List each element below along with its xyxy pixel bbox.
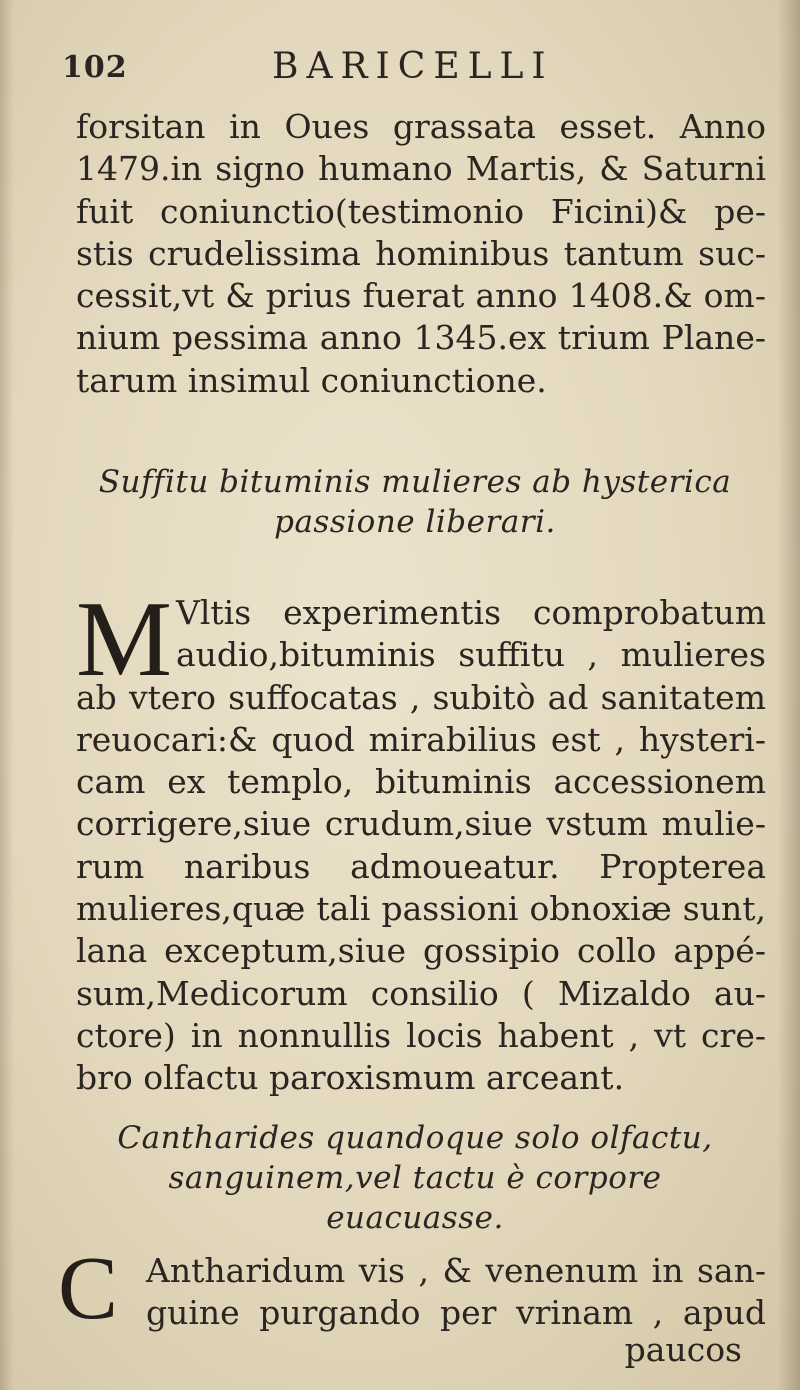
text-line: sum,Medicorum consilio ( Mizaldo au- bbox=[76, 973, 766, 1013]
section-heading-bitumen bbox=[70, 462, 760, 542]
text-line: nium pessima anno 1345.ex trium Plane- bbox=[76, 318, 766, 358]
text-line: forsitan in Oues grassata esset. Anno bbox=[76, 107, 766, 146]
heading-line: Cantharides quandoque solo olfactu, bbox=[117, 1120, 713, 1156]
text-line: reuocari:& quod mirabilius est , hysteri- bbox=[76, 719, 766, 759]
heading-line: euacuasse. bbox=[326, 1200, 504, 1236]
drop-cap-c: C bbox=[58, 1239, 119, 1338]
running-head: BARICELLI bbox=[272, 46, 554, 87]
text-line: lana exceptum,siue gossipio collo appé- bbox=[76, 931, 766, 971]
text-line: 1479.in signo humano Martis, & Saturni bbox=[76, 149, 766, 189]
heading-line: sanguinem,vel tactu è corpore bbox=[168, 1160, 662, 1196]
text-line: cam ex templo, bituminis accessionem bbox=[76, 762, 766, 802]
section-heading-cantharides bbox=[70, 1118, 760, 1238]
text-line: rum naribus admoueatur. Propterea bbox=[76, 846, 766, 886]
text-line: fuit coniunctio(testimonio Ficini)& pe- bbox=[76, 191, 766, 231]
heading-line: passione liberari. bbox=[274, 504, 556, 540]
catchword: paucos bbox=[624, 1330, 742, 1369]
page-header bbox=[62, 46, 762, 92]
page-number: 102 bbox=[62, 50, 128, 85]
text-line: corrigere,siue crudum,siue vstum mulie- bbox=[76, 804, 766, 844]
text-line: ctore) in nonnullis locis habent , vt cre- bbox=[76, 1015, 766, 1055]
drop-cap-m: M bbox=[76, 580, 173, 699]
text-line: guine purgando per vrinam , apud bbox=[146, 1293, 766, 1333]
text-line: audio,bituminis suffitu , mulieres bbox=[176, 635, 766, 675]
heading-line: Suffitu bituminis mulieres ab hysterica bbox=[98, 464, 732, 500]
text-line: Vltis experimentis comprobatum bbox=[176, 593, 766, 632]
top-paragraph bbox=[76, 106, 766, 402]
text-line: ab vtero suffocatas , subitò ad sanitatem bbox=[76, 677, 766, 717]
text-line: Antharidum vis , & venenum in san- bbox=[146, 1251, 766, 1290]
text-line: mulieres,quæ tali passioni obnoxiæ sunt, bbox=[76, 889, 766, 929]
text-line: stis crudelissima hominibus tantum suc- bbox=[76, 233, 766, 273]
text-line: cessit,vt & prius fuerat anno 1408.& om- bbox=[76, 276, 766, 316]
text-line: tarum insimul coniunctione. bbox=[76, 360, 547, 400]
section-paragraph-bitumen bbox=[76, 592, 766, 1100]
page-edge-shadow bbox=[778, 0, 800, 1390]
section-paragraph-cantharides bbox=[76, 1250, 766, 1335]
page-gutter-shadow bbox=[0, 0, 14, 1390]
text-line: bro olfactu paroxismum arceant. bbox=[76, 1058, 625, 1098]
